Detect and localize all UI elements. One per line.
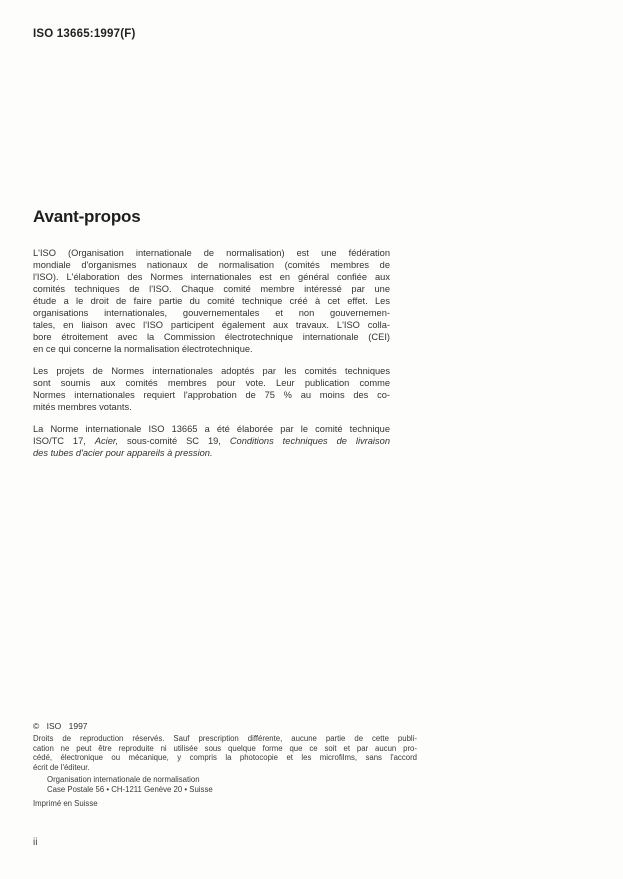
text-segment: La Norme internationale ISO 13665 a été élaborée par le comité technique (33, 424, 390, 434)
text-line: Case Postale 56 • CH-1211 Genève 20 • Suisse (47, 784, 213, 794)
italic-text-segment: Conditions techniques de livraison (229, 436, 390, 446)
italic-text-segment: Acier, (94, 436, 119, 446)
paragraph-iso-description (33, 247, 390, 355)
paragraph-committee (33, 423, 390, 459)
text-line: mités membres votants. (33, 402, 132, 412)
text-line (33, 447, 390, 459)
text-line: cation ne peut être reproduite ni utilisée sous quelque forme que ce soit et par aucun pro- (33, 743, 417, 753)
text-line: Organisation internationale de normalisation (47, 775, 200, 785)
text-segment: ISO/TC 17, (33, 436, 95, 446)
text-line: cédé, électronique ou mécanique, y compris la photocopie et les microfilms, sans l'accord (33, 753, 417, 763)
text-line: mondiale d'organismes nationaux de normalisation (comités membres de (33, 260, 390, 270)
imprint-block (33, 721, 417, 808)
text-line: organisations internationales, gouvernementales et non gouvernemen- (33, 308, 390, 318)
text-line (33, 423, 390, 435)
text-line (33, 435, 390, 447)
text-line: bore étroitement avec la Commission électrotechnique internationale (CEI) (33, 332, 390, 342)
paragraph-voting (33, 365, 390, 413)
printed-in-notice: Imprimé en Suisse (33, 798, 98, 808)
text-line: comités techniques de l'ISO. Chaque comité membre intéressé par une (33, 284, 390, 294)
text-line: tales, en liaison avec l'ISO participent également aux travaux. L'ISO colla- (33, 320, 390, 330)
text-line: écrit de l'éditeur. (33, 762, 90, 772)
foreword-body (33, 247, 390, 469)
rights-notice (33, 734, 417, 772)
text-line: L'ISO (Organisation internationale de normalisation) est une fédération (33, 248, 390, 258)
text-line: l'ISO). L'élaboration des Normes internationales est en général confiée aux (33, 272, 390, 282)
copyright-line: © ISO 1997 (33, 721, 88, 731)
publisher-address (33, 775, 417, 794)
text-line: étude a le droit de faire partie du comité technique créé à cet effet. Les (33, 296, 390, 306)
text-line: Normes internationales requiert l'approbation de 75 % au moins des co- (33, 390, 390, 400)
page-number: ii (33, 837, 38, 848)
text-line: Droits de reproduction réservés. Sauf prescription différente, aucune partie de cette publi- (33, 734, 417, 743)
text-segment: sous-comité SC 19, (118, 436, 230, 446)
text-line: en ce qui concerne la normalisation électrotechnique. (33, 344, 253, 354)
italic-text-segment: des tubes d'acier pour appareils à pression. (33, 448, 213, 458)
text-line: Les projets de Normes internationales adoptés par les comités techniques (33, 366, 390, 376)
foreword-title: Avant-propos (33, 207, 141, 226)
running-header: ISO 13665:1997(F) (33, 28, 136, 40)
text-line: sont soumis aux comités membres pour vote. Leur publication comme (33, 378, 390, 388)
